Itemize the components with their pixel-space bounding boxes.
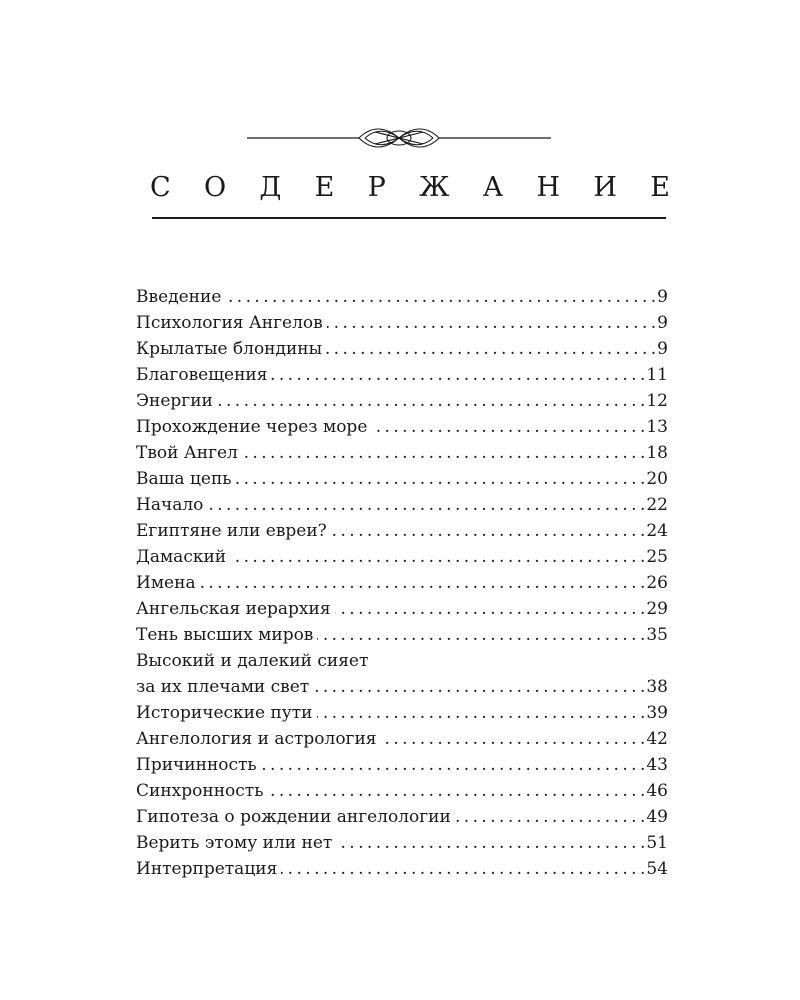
toc-entry <box>136 856 668 882</box>
toc-entry <box>136 284 668 310</box>
toc-entry-title: Благовещения <box>136 365 268 385</box>
toc-entry <box>136 544 668 570</box>
toc-entry-page: 18 <box>646 443 668 463</box>
toc-dot-leader <box>271 362 644 388</box>
knot-ornament-icon <box>247 124 551 152</box>
page-title-letter: Е <box>650 172 670 203</box>
page-title-letter: Ж <box>419 172 450 203</box>
toc-dot-leader <box>455 804 645 830</box>
toc-entry-title: Ваша цепь <box>136 469 232 489</box>
page-title-letter: А <box>482 172 504 203</box>
toc-dot-leader <box>236 466 645 492</box>
toc-entry-title: Интерпретация <box>136 859 278 879</box>
toc-entry-title: Исторические пути <box>136 703 313 723</box>
toc-dot-leader <box>371 414 644 440</box>
toc-entry-title: Тень высших миров <box>136 625 314 645</box>
toc-entry <box>136 466 668 492</box>
toc-entry <box>136 440 668 466</box>
toc-dot-leader <box>225 284 655 310</box>
page-title-letter: Р <box>367 172 386 203</box>
toc-entry-page: 22 <box>646 495 668 515</box>
page-title-letter: С <box>150 172 171 203</box>
toc-entry-title: Имена <box>136 573 196 593</box>
toc-entry-title: Дамаский <box>136 547 227 567</box>
toc-entry-page: 54 <box>646 859 668 879</box>
toc-entry <box>136 492 668 518</box>
toc-dot-leader <box>242 440 645 466</box>
toc-entry-title: Начало <box>136 495 204 515</box>
toc-dot-leader <box>327 310 655 336</box>
toc-entry-title: Крылатые блондины <box>136 339 323 359</box>
toc-entry-title: Синхронность <box>136 781 264 801</box>
toc-entry-title: Энергии <box>136 391 213 411</box>
toc-entry-page: 38 <box>646 677 668 697</box>
page-title-letter: И <box>593 172 617 203</box>
toc-entry-page: 29 <box>646 599 668 619</box>
toc-entry-title: Твой Ангел <box>136 443 238 463</box>
toc-entry-page: 35 <box>646 625 668 645</box>
toc-entry-page: 46 <box>646 781 668 801</box>
toc-entry <box>136 596 668 622</box>
toc-entry <box>136 752 668 778</box>
toc-entry <box>136 726 668 752</box>
toc-entry-title: Ангелология и астрология <box>136 729 377 749</box>
toc-entry-page: 43 <box>646 755 668 775</box>
page-title-letter: Д <box>259 172 282 203</box>
toc-entry-title: Гипотеза о рождении ангелологии <box>136 807 451 827</box>
toc-entry-page: 13 <box>646 417 668 437</box>
toc-entry-title: за их плечами свет <box>136 677 310 697</box>
toc-entry-title: Высокий и далекий сияет <box>136 651 369 671</box>
toc-dot-leader <box>207 492 644 518</box>
toc-entry <box>136 700 668 726</box>
toc-entry <box>136 622 668 648</box>
table-of-contents <box>136 284 668 882</box>
toc-entry-page: 42 <box>646 729 668 749</box>
toc-entry <box>136 336 668 362</box>
toc-dot-leader <box>261 752 645 778</box>
toc-entry-page: 51 <box>646 833 668 853</box>
toc-entry-page: 11 <box>646 365 668 385</box>
toc-entry-title: Египтяне или евреи? <box>136 521 327 541</box>
page-title-letter: Е <box>314 172 335 203</box>
toc-dot-leader <box>317 700 645 726</box>
page-title-letter: Н <box>536 172 561 203</box>
toc-entry-page: 9 <box>657 339 668 359</box>
toc-entry <box>136 414 668 440</box>
toc-entry-title: Причинность <box>136 755 257 775</box>
title-divider <box>152 217 666 219</box>
toc-entry-title: Прохождение через море <box>136 417 368 437</box>
toc-entry <box>136 518 668 544</box>
toc-dot-leader <box>335 596 645 622</box>
toc-dot-leader <box>281 856 644 882</box>
page-title <box>150 166 670 210</box>
toc-entry <box>136 310 668 336</box>
toc-entry-page: 25 <box>646 547 668 567</box>
toc-dot-leader <box>200 570 645 596</box>
toc-entry <box>136 388 668 414</box>
toc-entry-page: 49 <box>646 807 668 827</box>
toc-dot-leader <box>326 336 655 362</box>
toc-dot-leader <box>331 518 645 544</box>
toc-entry <box>136 648 668 674</box>
toc-entry <box>136 362 668 388</box>
toc-entry-page: 24 <box>646 521 668 541</box>
toc-entry-page: 20 <box>646 469 668 489</box>
toc-entry <box>136 830 668 856</box>
toc-dot-leader <box>267 778 644 804</box>
toc-dot-leader <box>217 388 645 414</box>
toc-dot-leader <box>230 544 644 570</box>
toc-dot-leader <box>336 830 644 856</box>
page-title-letter: О <box>203 172 227 203</box>
toc-entry-page: 26 <box>646 573 668 593</box>
toc-entry-title: Ангельская иерархия <box>136 599 331 619</box>
toc-entry-page: 9 <box>657 287 668 307</box>
toc-entry <box>136 804 668 830</box>
toc-entry-page: 39 <box>646 703 668 723</box>
toc-entry-title: Психология Ангелов <box>136 313 323 333</box>
toc-entry <box>136 570 668 596</box>
toc-dot-leader <box>313 674 644 700</box>
toc-dot-leader <box>381 726 645 752</box>
toc-entry-title: Введение <box>136 287 222 307</box>
toc-dot-leader <box>317 622 644 648</box>
toc-entry-page: 12 <box>646 391 668 411</box>
toc-entry <box>136 778 668 804</box>
toc-entry-page: 9 <box>657 313 668 333</box>
toc-entry <box>136 674 668 700</box>
toc-entry-title: Верить этому или нет <box>136 833 333 853</box>
